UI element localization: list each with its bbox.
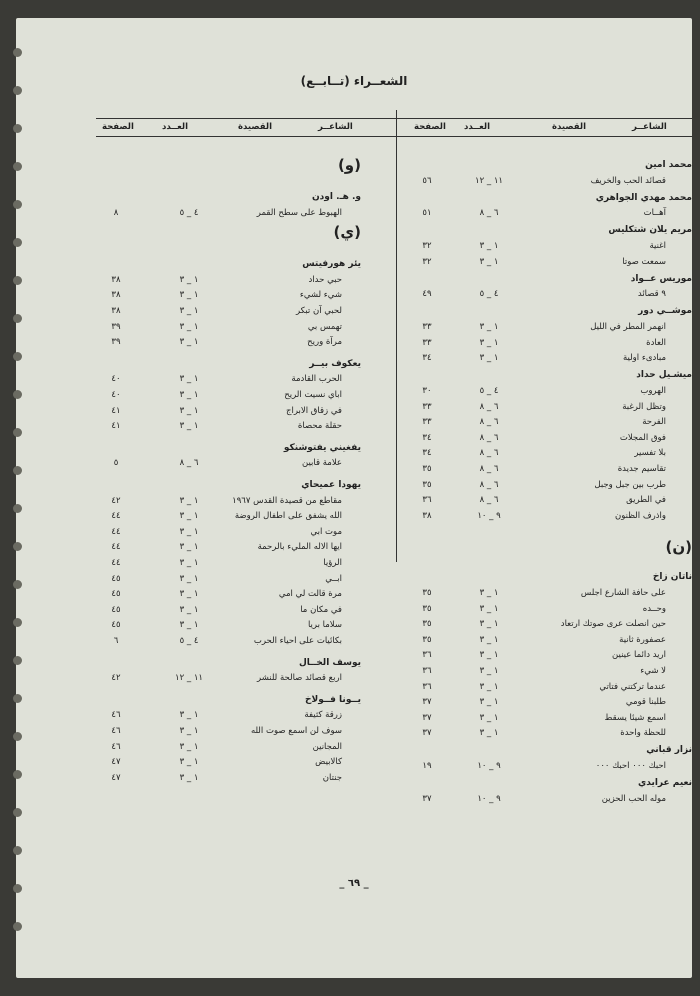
poem-title: اربع قصائد صالحة للنشر — [257, 673, 342, 684]
page-ref: ٣٥ — [422, 479, 432, 490]
page-ref: ٤٠ — [111, 390, 121, 400]
page-ref: ٣٤ — [422, 353, 432, 364]
poem-title: في مكان ما — [300, 604, 342, 615]
poet-name: مريم يلان شتكليس — [608, 225, 692, 236]
page-ref: ٤٠ — [111, 374, 121, 385]
left-header-page: الصفحة — [102, 122, 134, 132]
page-ref: ٣٠ — [422, 385, 432, 396]
left-header-poem: القصيدة — [238, 122, 272, 132]
page-ref: ٣٦ — [422, 495, 432, 506]
poem-title: الرؤيا — [323, 558, 342, 568]
page-ref: ٣٥ — [422, 634, 432, 645]
page-ref: ٣٣ — [422, 337, 432, 348]
poem-title: قصائد الحب والخريف — [590, 175, 666, 186]
issue-number: ١ _ ٣ — [179, 511, 199, 522]
issue-number: ١ _ ٣ — [479, 619, 499, 630]
issue-number: ٦ _ ٨ — [479, 208, 499, 219]
poet-name: و. هـ. اودن — [312, 192, 361, 202]
poet-name: موشــي دور — [638, 306, 692, 317]
poem-title: على حافة الشارع اجلس — [580, 587, 666, 598]
right-header-poem: القصيدة — [552, 122, 586, 132]
page-ref: ٣٦ — [422, 650, 432, 661]
poem-title: وحــده — [642, 603, 666, 614]
issue-number: ١ _ ٣ — [479, 650, 499, 661]
issue-number: ١ _ ٣ — [479, 697, 499, 708]
page-ref: ٤٩ — [422, 289, 432, 300]
poem-title: مبادىء اولية — [622, 353, 666, 364]
poem-title: مقاطع من قصيدة القدس ١٩٦٧ — [232, 495, 342, 506]
issue-number: ١ _ ٣ — [479, 728, 499, 739]
issue-number: ٤ _ ٥ — [479, 385, 499, 396]
right-header-poet: الشاعــر — [632, 122, 667, 132]
page-ref: ٣٨ — [111, 290, 121, 301]
page-ref: ٤٥ — [111, 620, 121, 631]
poet-name: نعيم عرايدي — [638, 778, 692, 789]
page-ref: ٤٤ — [111, 542, 121, 553]
page-ref: ٥١ — [422, 208, 432, 219]
poem-title: اريد دائما عينين — [612, 650, 666, 661]
poem-title: العادة — [646, 337, 666, 348]
issue-number: ١ _ ٣ — [479, 587, 499, 598]
poem-title: وتظل الرغبة — [622, 401, 666, 412]
issue-number: ١ _ ٣ — [179, 274, 199, 285]
poem-title: تقاسيم جديدة — [617, 463, 666, 474]
issue-number: ٦ _ ٨ — [479, 479, 499, 490]
poem-title: اسمع شيئا يسقط — [604, 712, 666, 723]
poem-title: الهروب — [640, 385, 666, 396]
issue-number: ١ _ ٣ — [479, 322, 499, 332]
page-ref: ٣٥ — [422, 587, 432, 598]
poem-title: لحبي آن تبكر — [295, 306, 342, 316]
poem-title: الله يشفق على اطفال الروضة — [234, 511, 342, 522]
page-ref: ٣٩ — [111, 321, 121, 332]
page-ref: ٤٥ — [111, 573, 121, 584]
poem-title: شيء لشيء — [299, 290, 342, 301]
page-ref: ٥ — [113, 458, 119, 469]
poet-name: يوسف الخــال — [298, 657, 361, 668]
page-ref: ٣٧ — [422, 728, 432, 739]
poem-title: زرقة كثيفة — [304, 710, 342, 721]
page-ref: ٤٤ — [111, 526, 121, 537]
issue-number: ١ _ ٣ — [179, 337, 199, 348]
page-ref: ٣٨ — [111, 274, 121, 285]
issue-number: ١ _ ٣ — [479, 665, 499, 676]
issue-number: ٦ _ ٨ — [179, 458, 199, 469]
poem-title: حقلة محصاة — [297, 421, 342, 432]
issue-number: ١ _ ٣ — [179, 321, 199, 332]
issue-number: ١١ _ ١٢ — [175, 673, 203, 684]
poem-title: سوف لن اسمع صوت الله — [250, 726, 342, 736]
issue-number: ٩ _ ١٠ — [477, 793, 501, 804]
issue-number: ٦ _ ٨ — [479, 495, 499, 506]
issue-number: ١ _ ٣ — [479, 353, 499, 364]
page-ref: ٣٤ — [422, 432, 432, 443]
poem-title: انهمر المطر في الليل — [590, 322, 666, 332]
issue-number: ١ _ ٣ — [179, 390, 199, 400]
poem-title: مرآة وريح — [307, 337, 342, 348]
page-ref: ٤٥ — [111, 604, 121, 615]
poem-title: طلبنا قومي — [625, 697, 666, 708]
section-letter: (ي) — [333, 223, 361, 242]
page-ref: ٣٥ — [422, 603, 432, 614]
issue-number: ٩ _ ١٠ — [477, 761, 501, 771]
left-header-poet: الشاعــر — [318, 122, 353, 132]
page-ref: ٨ — [113, 207, 119, 218]
page-ref: ٤٧ — [111, 757, 121, 768]
poem-title: كالابيض — [315, 757, 342, 768]
issue-number: ١ _ ٣ — [479, 241, 499, 251]
page-number: _ ٦٩ _ — [339, 878, 369, 889]
issue-number: ١ _ ٣ — [179, 710, 199, 721]
poem-title: عندما تركتني فتاتي — [599, 681, 666, 692]
page-ref: ٤٥ — [111, 589, 121, 600]
right-header-issue: العــدد — [464, 122, 490, 132]
poem-title: آهــات — [643, 208, 666, 219]
issue-number: ١ _ ٣ — [179, 573, 199, 584]
issue-number: ١ _ ٣ — [179, 374, 199, 385]
poem-title: ٩ قصائد — [637, 289, 666, 300]
issue-number: ٦ _ ٨ — [479, 432, 499, 443]
poem-title: موله الحب الحزين — [601, 793, 666, 804]
issue-number: ١ _ ٣ — [479, 681, 499, 692]
page-ref: ٤١ — [111, 421, 121, 432]
poem-title: اغنية — [649, 241, 666, 251]
right-header-page: الصفحة — [414, 122, 446, 132]
poem-title: جنتان — [322, 772, 342, 783]
poem-title: موت ابي — [310, 526, 342, 537]
poem-title: سلاما بريا — [307, 620, 342, 631]
page-ref: ٣٩ — [111, 337, 121, 348]
page-ref: ٣٨ — [111, 306, 121, 316]
issue-number: ١ _ ٣ — [479, 603, 499, 614]
poem-title: اباي نسيت الريح — [284, 390, 342, 400]
poet-name: يهودا عميحاي — [301, 480, 361, 490]
poem-title: المجانين — [312, 741, 342, 752]
poem-title: تهمس بي — [307, 321, 342, 332]
issue-number: ٦ _ ٨ — [479, 463, 499, 474]
issue-number: ١ _ ٣ — [479, 712, 499, 723]
poem-title: احبك ۰۰۰ احبك ۰۰۰ — [595, 761, 666, 771]
page-ref: ٤٦ — [111, 726, 121, 736]
poem-title: علامة قابين — [301, 458, 342, 469]
page-ref: ٤٢ — [111, 673, 121, 684]
page-ref: ٣٢ — [422, 256, 432, 267]
poet-name: ميشـيل حداد — [636, 370, 692, 381]
poem-title: الحرب القادمة — [291, 374, 342, 385]
poem-title: للحظة واحدة — [620, 728, 666, 739]
section-letter: (ن) — [665, 538, 692, 557]
left-header-issue: العــدد — [162, 122, 188, 132]
poem-title: فوق المجلات — [619, 432, 666, 443]
issue-number: ١ _ ٣ — [479, 634, 499, 645]
page-ref: ٣٦ — [422, 681, 432, 692]
poem-title: حبي حداد — [308, 274, 342, 285]
page-ref: ٣٥ — [422, 619, 432, 630]
page-ref: ٣٦ — [422, 665, 432, 676]
page-ref: ٣٢ — [422, 241, 432, 251]
page-ref: ٣٨ — [422, 510, 432, 521]
issue-number: ١ _ ٣ — [479, 256, 499, 267]
poem-title: طرب بين جبل وجبل — [594, 479, 666, 490]
issue-number: ١ _ ٣ — [179, 604, 199, 615]
page-ref: ٦ — [113, 636, 119, 646]
issue-number: ١ _ ٣ — [179, 290, 199, 301]
page-ref: ٣٣ — [422, 401, 432, 412]
poem-title: ابــي — [325, 573, 342, 584]
poem-title: ايها الاله المليء بالرحمة — [257, 542, 342, 553]
poet-name: يئر هورفيتس — [302, 259, 361, 270]
page-ref: ٤٢ — [111, 495, 121, 506]
page-ref: ٣٤ — [422, 448, 432, 459]
issue-number: ٤ _ ٥ — [179, 207, 199, 218]
page-ref: ٤٦ — [111, 741, 121, 752]
issue-number: ١ _ ٣ — [179, 620, 199, 631]
page-ref: ٣٣ — [422, 417, 432, 428]
poem-title: بلا تفسير — [634, 448, 666, 459]
issue-number: ١ _ ٣ — [179, 542, 199, 553]
page-ref: ١٩ — [422, 761, 432, 771]
poem-title: واذرف الظنون — [615, 510, 666, 521]
page-ref: ٤٤ — [111, 511, 121, 522]
left-column — [16, 18, 692, 978]
poet-name: يفغيني يفتوشنكو — [283, 442, 361, 453]
poem-title: لا شيء — [640, 665, 666, 676]
page-ref: ٤٦ — [111, 710, 121, 721]
page-ref: ٤٤ — [111, 558, 121, 568]
issue-number: ١١ _ ١٢ — [475, 175, 503, 186]
poet-name: محمد مهدي الجواهري — [595, 192, 692, 203]
issue-number: ٤ _ ٥ — [179, 636, 199, 646]
poet-name: ناتان زاخ — [652, 572, 692, 583]
page-title: الشعــراء (تــابــع) — [300, 74, 408, 88]
poem-title: مرة قالت لي امي — [278, 589, 342, 600]
issue-number: ١ _ ٣ — [179, 421, 199, 432]
issue-number: ١ _ ٣ — [179, 772, 199, 783]
issue-number: ١ _ ٣ — [179, 526, 199, 537]
issue-number: ١ _ ٣ — [179, 306, 199, 316]
section-letter: (و) — [337, 156, 361, 174]
poem-title: سمعت صوتا — [622, 256, 666, 267]
issue-number: ١ _ ٣ — [179, 405, 199, 416]
poem-title: بكائيات على احياء الحرب — [253, 636, 342, 646]
page-ref: ٣٣ — [422, 322, 432, 332]
poem-title: الفرحة — [642, 417, 666, 428]
page-ref: ٥٦ — [422, 175, 432, 186]
issue-number: ٦ _ ٨ — [479, 417, 499, 428]
page-ref: ٤٧ — [111, 772, 121, 783]
issue-number: ١ _ ٣ — [179, 726, 199, 736]
poem-title: عصفورة ثانية — [619, 634, 666, 645]
issue-number: ١ _ ٣ — [179, 757, 199, 768]
page-ref: ٣٧ — [422, 697, 432, 708]
poem-title: في الطريق — [626, 495, 666, 506]
poet-name: يعكوف بيــر — [309, 358, 361, 369]
issue-number: ٦ _ ٨ — [479, 448, 499, 459]
poet-name: يــونا فــولاخ — [305, 694, 361, 705]
issue-number: ١ _ ٣ — [179, 589, 199, 600]
issue-number: ١ _ ٣ — [179, 495, 199, 506]
page-ref: ٤١ — [111, 405, 121, 416]
issue-number: ٤ _ ٥ — [479, 289, 499, 300]
poem-title: الهبوط على سطح القمر — [256, 207, 342, 218]
page-ref: ٣٧ — [422, 793, 432, 804]
document-page — [16, 18, 692, 978]
poet-name: محمد امين — [645, 160, 692, 170]
page-ref: ٣٧ — [422, 712, 432, 723]
issue-number: ١ _ ٣ — [179, 741, 199, 752]
poem-title: حين انصلت عرى صوتك ارتعاد — [560, 619, 666, 630]
poet-name: موريس عــواد — [630, 273, 692, 284]
issue-number: ١ _ ٣ — [179, 558, 199, 568]
issue-number: ١ _ ٣ — [479, 337, 499, 348]
page-ref: ٣٥ — [422, 463, 432, 474]
issue-number: ٦ _ ٨ — [479, 401, 499, 412]
poet-name: نزار قباني — [646, 745, 692, 756]
issue-number: ٩ _ ١٠ — [477, 510, 501, 521]
poem-title: في زقاق الابراج — [285, 405, 342, 416]
